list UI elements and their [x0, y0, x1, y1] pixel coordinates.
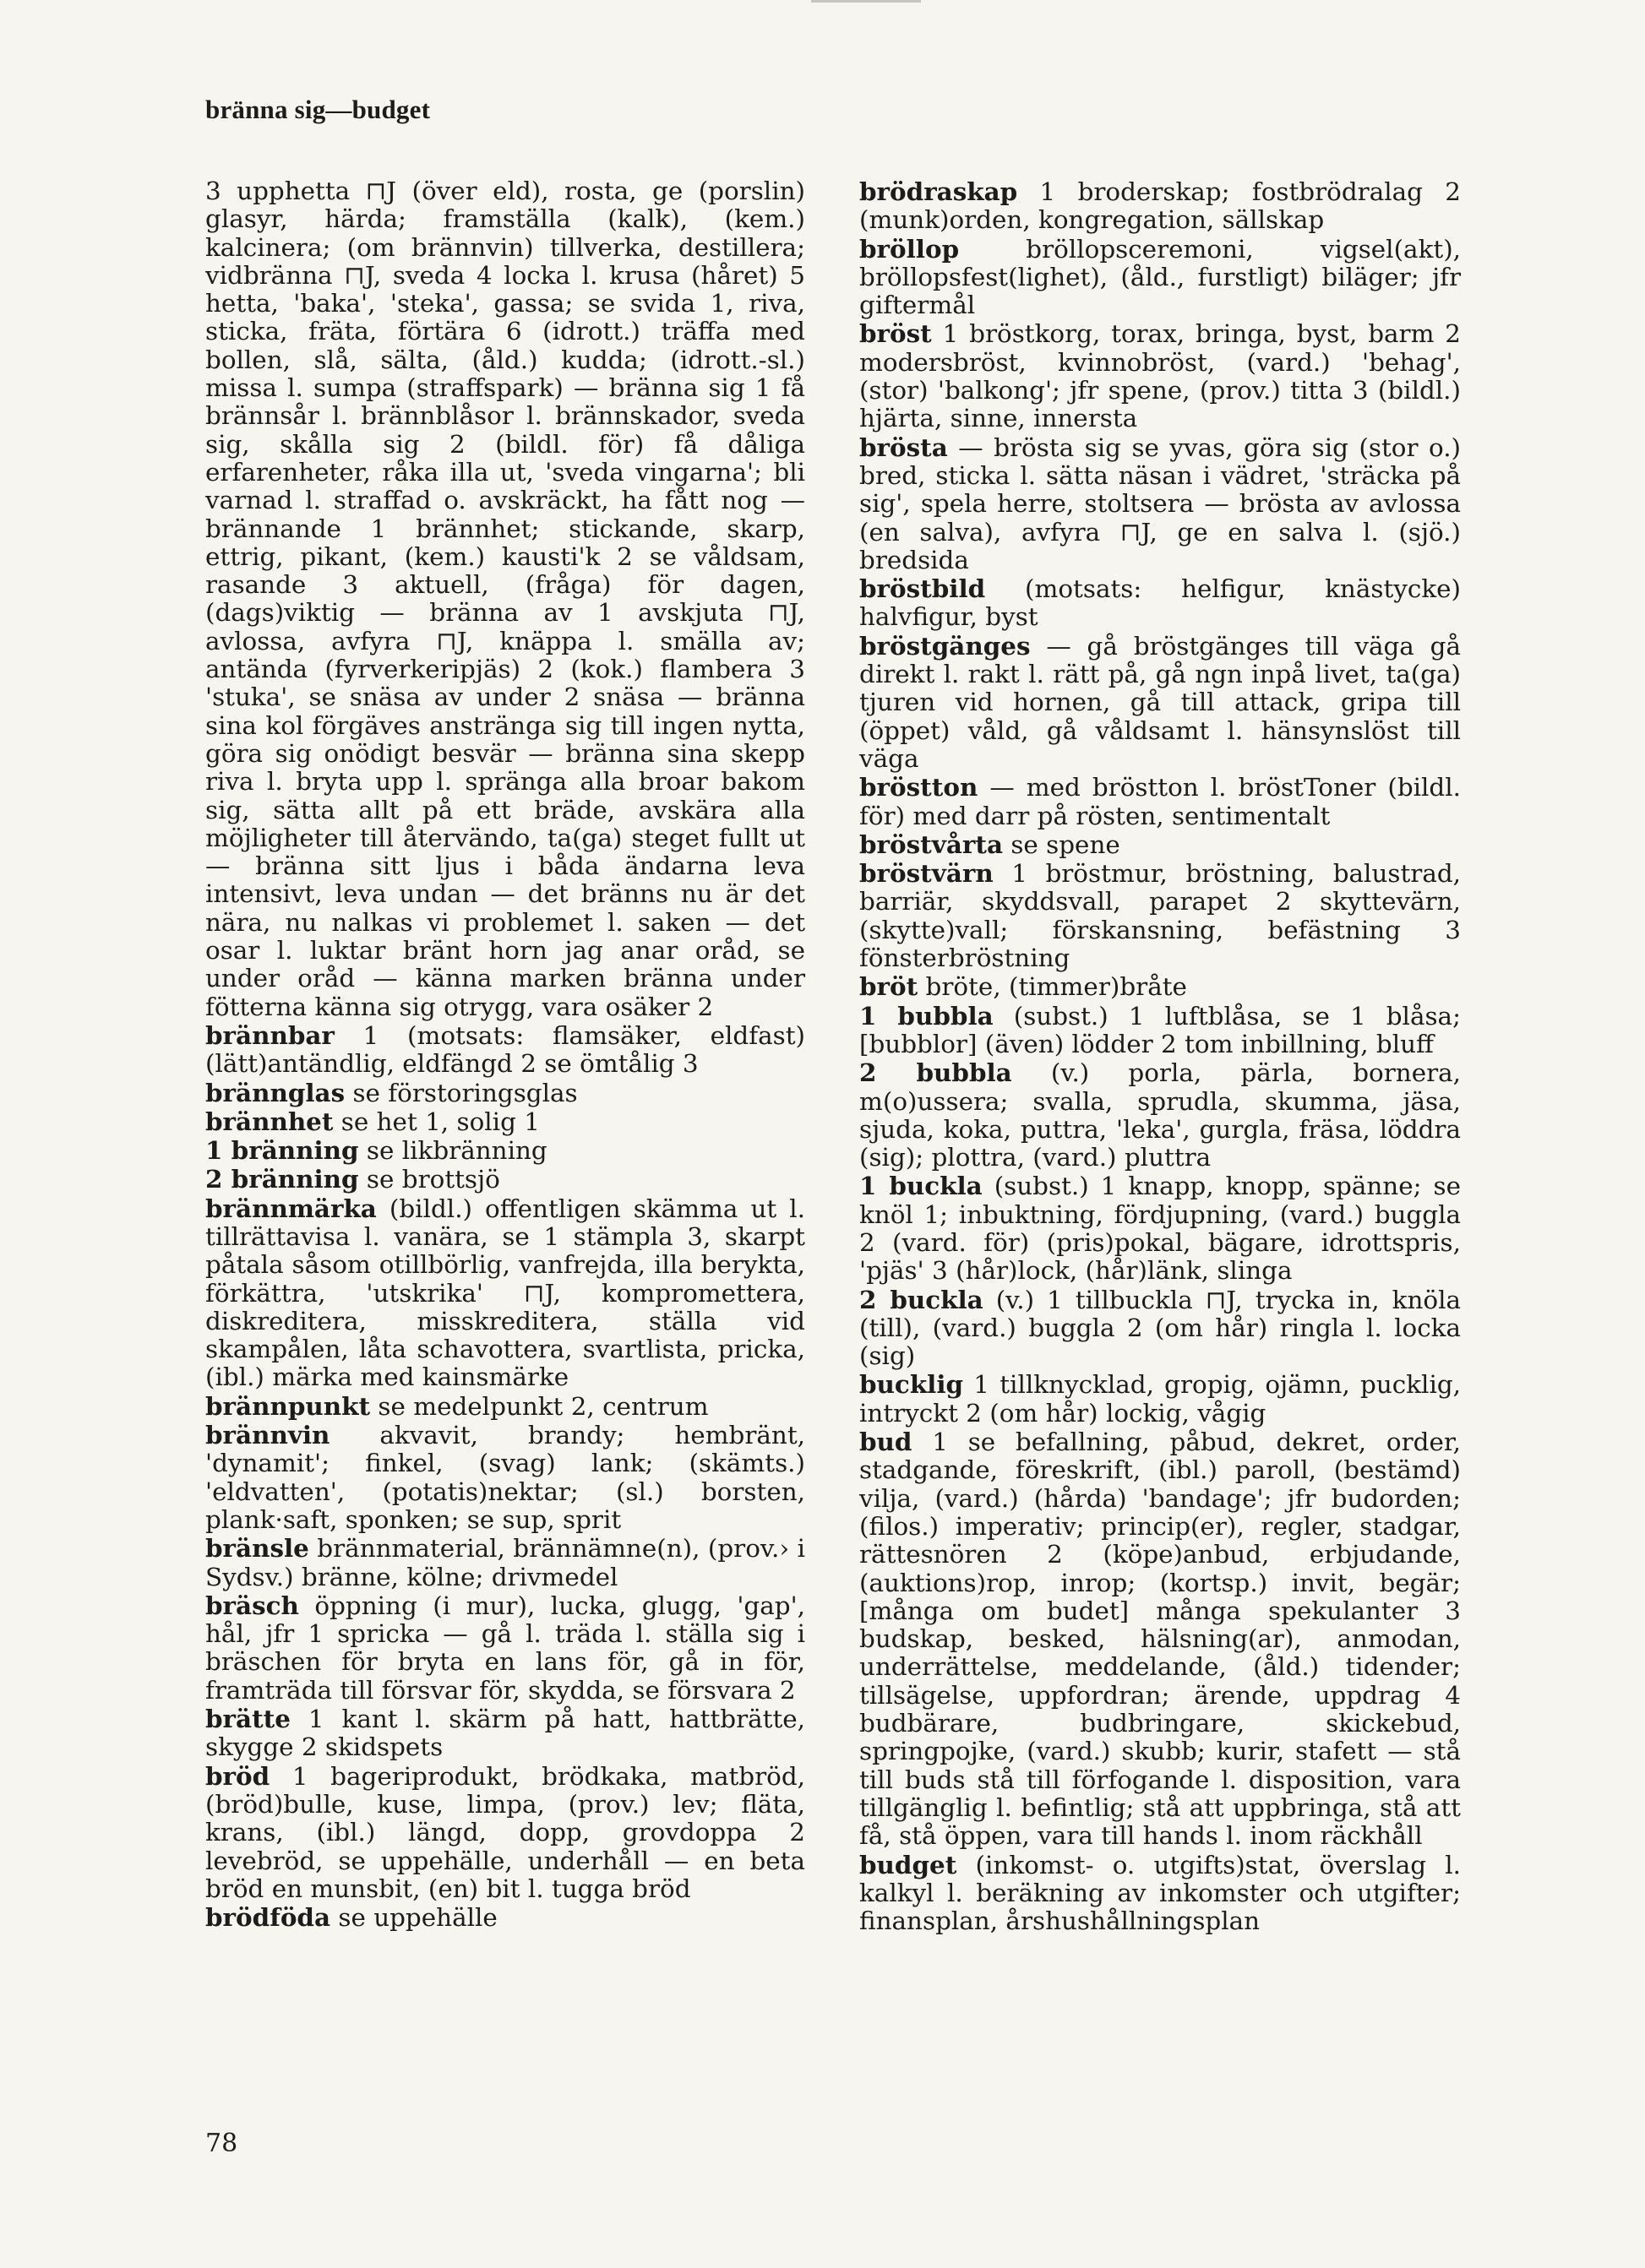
entry-text: se uppehälle — [330, 1903, 498, 1933]
entry-headword: bud — [859, 1427, 912, 1457]
entry-headword: brännmärka — [205, 1193, 377, 1223]
entry-text: se medelpunkt 2, centrum — [370, 1391, 709, 1421]
entry-headword: brännhet — [205, 1106, 334, 1136]
entry-headword: bröstvärn — [859, 858, 994, 889]
entry-text: se het 1, solig 1 — [333, 1107, 540, 1136]
entry-text: 3 upphetta ⊓J (över eld), rosta, ge (porslin) glasyr, härda; framställa (kalk), (kem.) kalcinera; (om brännvin) tillverka, destillera; vidbränna ⊓J, sveda 4 locka l. krusa (håret) 5 hetta, 'baka', 'steka', gassa; se svida 1, riva, sticka, fräta, förtära 6 (idrott.) träffa med bollen, slå, sälta, (åld.) kudda; (idrott.-sl.) missa l. sumpa (straffspark) — bränna sig 1 få brännsår l. brännblåsor l. brännskador, sveda sig, skålla sig 2 (bildl. för) få dåliga erfarenheter, råka illa ut, 'sveda vingarna'; bli varnad l. straffad o. avskräckt, ha fått nog — brännande 1 brännhet; stickande, skarp, ettrig, pikant, (kem.) kausti'k 2 se våldsam, rasande 3 aktuell, (fråga) för dagen, (dags)viktig — bränna av 1 avskjuta ⊓J, avlossa, avfyra ⊓J, knäppa l. smälla av; antända (fyrverkeripjäs) 2 (kok.) flambera 3 'stuka', se snäsa av under 2 snäsa — bränna sina kol förgäves anstränga sig till ingen nytta, göra sig onödigt besvär — bränna sina skepp riva l. bryta upp l. spränga alla broar bakom sig, sätta allt på ett bräde, avskära alla möjligheter till återvändo, ta(ga) steget fullt ut — bränna sitt ljus i båda ändarna leva intensivt, leva undan — det bränns nu är det nära, nu nalkas vi problemet l. saken — det osar l. luktar bränt horn jag anar oråd, se under oråd — känna marken bränna under fötterna känna sig otrygg, vara osäker 2 — [205, 177, 805, 1021]
dictionary-entry — [859, 1002, 1461, 1059]
entry-text: bröllopsceremoni, vigsel(akt), bröllopsfest(lighet), (åld., furstligt) biläger; jfr giftermål — [859, 234, 1461, 320]
dictionary-entry — [859, 859, 1461, 972]
dictionary-entry — [205, 1421, 805, 1534]
dictionary-entry — [205, 1903, 805, 1932]
dictionary-entry — [205, 1079, 805, 1107]
entry-headword: brännpunkt — [205, 1390, 371, 1421]
dictionary-entry — [859, 972, 1461, 1001]
entry-text: se spene — [1003, 829, 1120, 859]
running-header: bränna sig—budget — [205, 95, 431, 124]
entry-headword: bröt — [859, 971, 918, 1002]
dictionary-entry — [205, 1165, 805, 1194]
dictionary-entry — [205, 177, 805, 1021]
entry-headword: 1 bubbla — [859, 1000, 994, 1031]
entry-text: 1 kant l. skärm på hatt, hattbrätte, skygge 2 skidspets — [205, 1705, 805, 1762]
dictionary-entry — [859, 433, 1461, 574]
dictionary-entry — [859, 1851, 1461, 1936]
entry-text: (inkomst- o. utgifts)stat, överslag l. kalkyl l. beräkning av inkomster och utgifter; finansplan, årshushållningsplan — [859, 1850, 1461, 1936]
entry-text: 1 bröstmur, bröstning, balustrad, barriär, skyddsvall, parapet 2 skyttevärn, (skytte)vall; förskansning, befästning 3 fönsterbröstning — [859, 859, 1461, 973]
entry-headword: 2 bränning — [205, 1164, 359, 1194]
dictionary-entry — [205, 1194, 805, 1392]
entry-headword: brösta — [859, 432, 948, 462]
entry-text: bröte, (timmer)bråte — [918, 972, 1187, 1002]
entry-text: se förstoringsglas — [345, 1078, 578, 1107]
page-number: 78 — [205, 2129, 238, 2158]
entry-headword: bröd — [205, 1760, 270, 1791]
dictionary-entry — [205, 1392, 805, 1421]
entry-text: se likbränning — [358, 1136, 547, 1166]
entry-text: 1 bröstkorg, torax, bringa, byst, barm 2 modersbröst, kvinnobröst, (vard.) 'behag', (stor) 'balkong'; jfr spene, (prov.) titta 3 (bildl.) hjärta, sinne, innersta — [859, 319, 1461, 433]
entry-headword: brännbar — [205, 1020, 335, 1050]
dictionary-entry — [205, 1762, 805, 1903]
dictionary-entry — [859, 1428, 1461, 1850]
dictionary-entry — [205, 1107, 805, 1136]
entry-text: (motsats: helfigur, knästycke) halvfigur, byst — [859, 574, 1461, 632]
entry-headword: bucklig — [859, 1369, 964, 1400]
entry-headword: bröstton — [859, 772, 978, 802]
entry-headword: bröstvårta — [859, 829, 1003, 859]
entry-text: 1 se befallning, påbud, dekret, order, stadgande, föreskrift, (ibl.) paroll, (bestämd) vilja, (vard.) (hårda) 'bandage'; jfr budorden; (filos.) imperativ; princip(er), regler, stadgar, rättesnören 2 (köpe)anbud, erbjudande, (auktions)rop, inrop; (kortsp.) invit, begär; [många om budet] många spekulanter 3 budskap, besked, hälsning(ar), anmodan, underrättelse, meddelande, (åld.) tidender; tillsägelse, uppfordran; ärende, uppdrag 4 budbärare, budbringare, skickebud, springpojke, (vard.) skubb; kurir, stafett — stå till buds stå till förfogande l. disposition, vara tillgänglig l. befintlig; stå att uppbringa, stå att få, stå öppen, vara till hands l. inom räckhåll — [859, 1428, 1461, 1851]
entry-headword: 2 bubbla — [859, 1058, 1012, 1088]
dictionary-entry — [859, 235, 1461, 320]
entry-text: (subst.) 1 luftblåsa, se 1 blåsa; [bubblor] (även) lödder 2 tom inbillning, bluff — [859, 1001, 1461, 1058]
entry-text: akvavit, brandy; hembränt, 'dynamit'; finkel, (svag) lank; (skämts.) 'eldvatten', (potatis)nektar; (sl.) borsten, plank·saft, sponken; se sup, sprit — [205, 1421, 805, 1534]
entry-headword: bröllop — [859, 233, 960, 264]
dictionary-entry — [205, 1534, 805, 1591]
dictionary-entry — [205, 1021, 805, 1079]
entry-headword: 1 buckla — [859, 1171, 983, 1201]
dictionary-entry — [859, 632, 1461, 773]
dictionary-entry — [205, 1591, 805, 1705]
entry-text: 1 (motsats: flamsäker, eldfast) (lätt)antändlig, eldfängd 2 se ömtålig 3 — [205, 1020, 805, 1079]
entry-headword: 2 buckla — [859, 1284, 983, 1314]
entry-headword: brätte — [205, 1704, 291, 1734]
dictionary-entry — [859, 574, 1461, 632]
dictionary-entry — [859, 1370, 1461, 1428]
entry-text: — gå bröstgänges till väga gå direkt l. rakt l. rätt på, gå ngn inpå livet, ta(ga) tjuren vid hornen, gå till attack, gripa till (öppet) våld, gå våldsamt l. hänsynslöst till väga — [859, 631, 1461, 773]
dictionary-entry — [859, 830, 1461, 859]
entry-headword: bränsle — [205, 1533, 309, 1564]
dictionary-entry — [859, 1058, 1461, 1172]
entry-text: — brösta sig se yvas, göra sig (stor o.) bred, sticka l. sätta näsan i vädret, 'sträcka på sig', spela herre, stoltsera — brösta av avlossa (en salva), avfyra ⊓J, ge en salva l. (sjö.) bredsida — [859, 432, 1461, 574]
entry-headword: 1 bränning — [205, 1135, 359, 1166]
dictionary-entry — [859, 1172, 1461, 1285]
entry-text: (v.) porla, pärla, bornera, m(o)ussera; svalla, sprudla, skumma, jäsa, sjuda, koka, puttra, 'leka', gurgla, fräsa, löddra (sig); plottra, (vard.) pluttra — [859, 1058, 1462, 1172]
entry-text: — med bröstton l. bröstToner (bildl. för) med darr på rösten, sentimentalt — [859, 773, 1461, 830]
dictionary-entry — [859, 177, 1461, 235]
scan-mark — [811, 0, 921, 3]
entry-headword: bröstgänges — [859, 630, 1031, 661]
dictionary-entry — [205, 1136, 805, 1165]
entry-text: öppning (i mur), lucka, glugg, 'gap', hål, jfr 1 spricka — gå l. träda l. ställa sig i bräschen för bryta en lans för, gå in för, framträda till försvar för, skydda, se försvara 2 — [205, 1591, 805, 1705]
entry-headword: bröst — [859, 318, 932, 349]
entry-headword: budget — [859, 1849, 957, 1879]
entry-headword: bröstbild — [859, 574, 986, 604]
entry-headword: brödföda — [205, 1902, 331, 1933]
entry-text: 1 tillknycklad, gropig, ojämn, pucklig, intryckt 2 (om hår) lockig, vågig — [859, 1370, 1461, 1428]
right-column — [859, 177, 1461, 1935]
entry-headword: bräsch — [205, 1590, 299, 1620]
entry-text: (bildl.) offentligen skämma ut l. tillrättavisa l. vanära, se 1 stämpla 3, skarpt påtala såsom otillbörlig, vanfrejda, illa berykta, förkättra, 'utskrika' ⊓J, kompromettera, diskreditera, misskreditera, ställa vid skampålen, låta schavottera, svartlista, pricka, (ibl.) märka med kainsmärke — [205, 1194, 805, 1392]
entry-text: brännmaterial, brännämne(n), (prov.› i Sydsv.) bränne, kölne; drivmedel — [205, 1534, 805, 1591]
entry-text: (v.) 1 tillbuckla ⊓J, trycka in, knöla (till), (vard.) buggla 2 (om hår) ringla l. locka (sig) — [859, 1285, 1461, 1371]
dictionary-entry — [859, 773, 1461, 830]
entry-headword: brännvin — [205, 1420, 330, 1450]
entry-text: 1 bageriprodukt, brödkaka, matbröd, (bröd)bulle, kuse, limpa, (prov.) lev; fläta, krans, (ibl.) längd, dopp, grovdoppa 2 levebröd, se uppehälle, underhåll — en beta bröd en munsbit, (en) bit l. tugga bröd — [205, 1761, 805, 1903]
entry-headword: brödraskap — [859, 177, 1018, 206]
left-column — [205, 177, 805, 1932]
dictionary-entry — [205, 1705, 805, 1762]
entry-text: 1 broderskap; fostbrödralag 2 (munk)orden, kongregation, sällskap — [859, 177, 1461, 235]
entry-text: se brottsjö — [358, 1165, 500, 1194]
entry-headword: brännglas — [205, 1077, 346, 1107]
dictionary-entry — [859, 1286, 1461, 1371]
dictionary-entry — [859, 319, 1461, 432]
entry-text: (subst.) 1 knapp, knopp, spänne; se knöl 1; inbuktning, fördjupning, (vard.) buggla 2 (vard. för) (pris)pokal, bägare, idrottspris, 'pjäs' 3 (hår)lock, (hår)länk, slinga — [859, 1172, 1461, 1286]
